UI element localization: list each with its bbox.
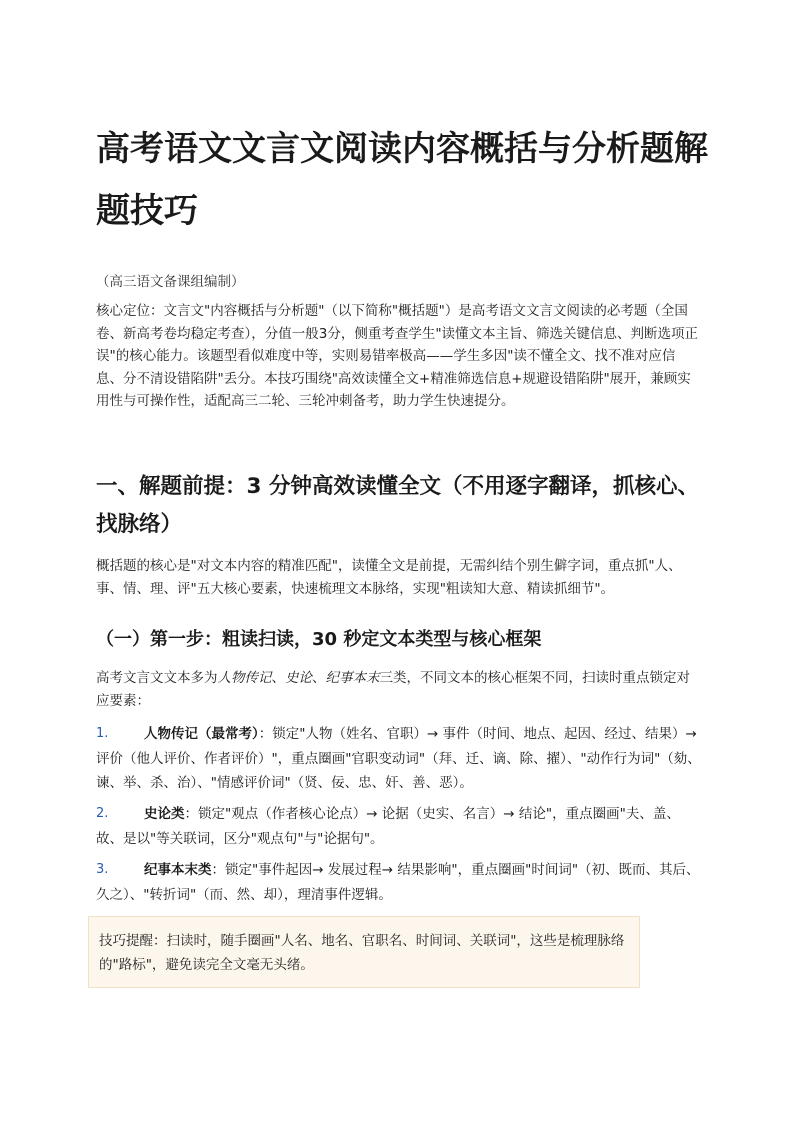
list-item-text: ：锁定"事件起因→ 发展过程→ 结果影响"，重点圈画"时间词"（初、既而、其后、久之）、"转折词"（而、然、却），理清事件逻辑。 (96, 862, 700, 903)
list-item-text: ：锁定"观点（作者核心论点）→ 论据（史实、名言）→ 结论"，重点圈画"夫、盖、故、是以"等关联词，区分"观点句"与"论据句"。 (96, 806, 680, 847)
list-item (96, 858, 702, 907)
section-1-paragraph: 概括题的核心是"对文本内容的精准匹配"，读懂全文是前提，无需纠结个别生僻字词，重点抓"人、事、情、理、评"五大核心要素，快速梳理文本脉络，实现"粗读知大意、精读抓细节"。 (96, 558, 682, 597)
subtitle: （高三语文备课组编制） (96, 274, 245, 290)
list-item-body (96, 802, 702, 851)
separator: 、 (312, 670, 326, 686)
tip-text: 技巧提醒：扫读时，随手圈画"人名、地名、官职名、时间词、关联词"，这些是梳理脉络的"路标"，避免读完全文毫无头绪。 (99, 933, 625, 973)
list-item-label: 史论类 (144, 806, 185, 822)
step-1-heading: （一）第一步：粗读扫读，30 秒定文本类型与核心框架 (96, 629, 542, 650)
intro-paragraph: 核心定位：文言文"内容概括与分析题"（以下简称"概括题"）是高考语文文言文阅读的必考题（全国卷、新高考卷均稳定考查），分值一般3分，侧重考查学生"读懂文本主旨、筛选关键信息、判断选项正误"的核心能力。该题型看似难度中等，实则易错率极高——学生多因"读不懂全文、找不准对应信息、分不清设错陷阱"丢分。本技巧围绕"高效读懂全文+精准筛选信息+规避设错陷阱"展开，兼顾实用性与可操作性，适配高三二轮、三轮冲刺备考，助力学生快速提分。 (96, 303, 699, 409)
list-number: 2. (96, 806, 109, 821)
list-item-body (96, 858, 702, 907)
step-1-intro-pre: 高考文言文文本多为 (96, 670, 218, 686)
page-title: 高考语文文言文阅读内容概括与分析题解题技巧 (96, 129, 708, 231)
tip-box (88, 916, 640, 988)
list-item-label: 纪事本末类 (144, 862, 212, 878)
list-item-label: 人物传记（最常考） (144, 726, 259, 742)
step-1-intro (96, 667, 702, 712)
text-type-3: 纪事本末 (325, 670, 380, 686)
list-item-text: ：锁定"人物（姓名、官职）→ 事件（时间、地点、起因、经过、结果）→ 评价（他人评价、作者评价）"，重点圈画"官职变动词"（拜、迁、谪、除、擢）、"动作行为词"（劾、谏、举、杀、治）、"情感评价词"（贤、佞、忠、奸、善、恶）。 (96, 726, 701, 791)
text-type-2: 史论 (285, 670, 312, 686)
separator: 、 (271, 670, 285, 686)
list-item (96, 722, 702, 796)
section-1-heading: 一、解题前提：3 分钟高效读懂全文（不用逐字翻译，抓核心、找脉络） (96, 474, 699, 537)
list-item (96, 802, 702, 851)
text-type-1: 人物传记 (217, 670, 272, 686)
list-number: 3. (96, 862, 109, 877)
list-item-body (96, 722, 702, 796)
step-1-intro-post: 三类，不同文本的核心框架不同，扫读时重点锁定对应要素： (96, 670, 690, 709)
list-number: 1. (96, 726, 109, 741)
